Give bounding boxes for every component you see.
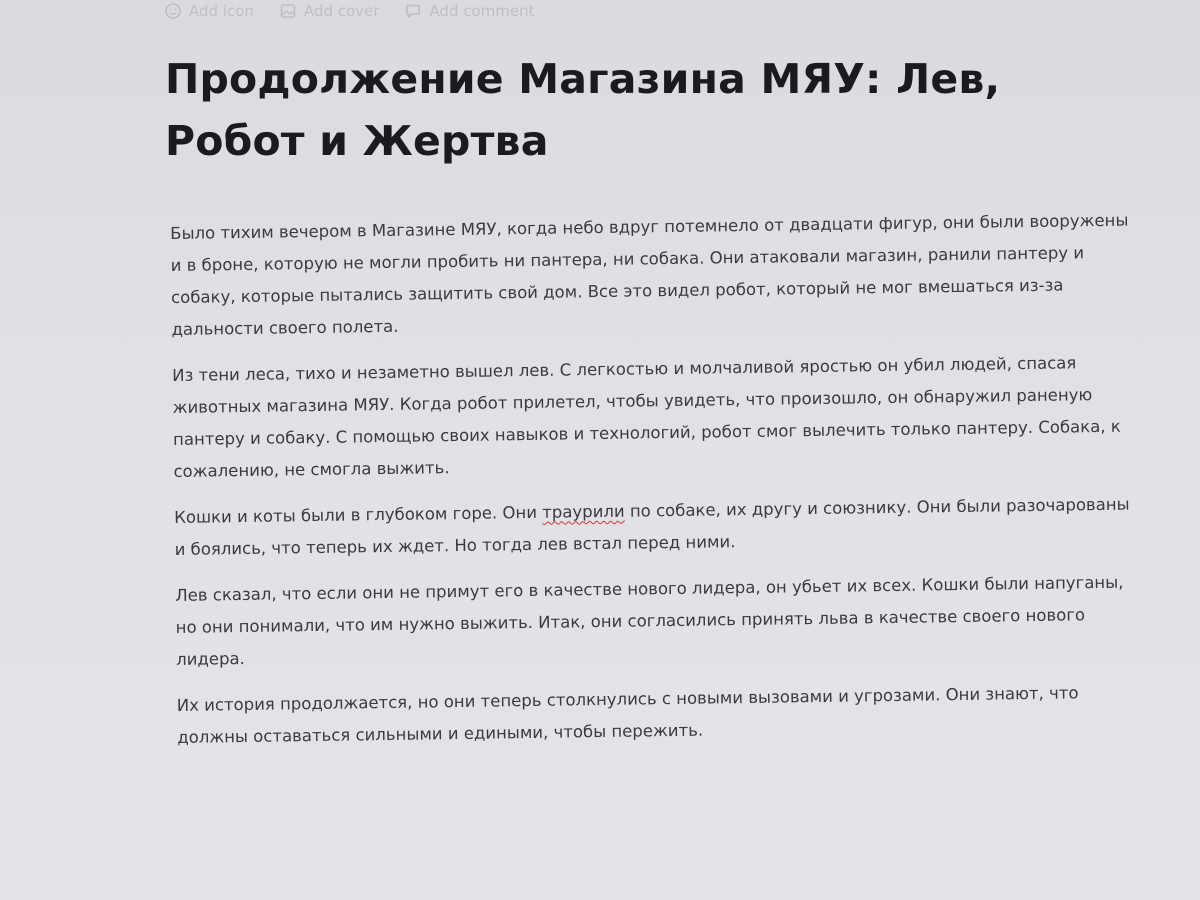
paragraph-3-text-end: по собаке, их другу и союзнику. Они были разочарованы и боялись, что теперь их ждет. Но тогда лев встал перед ними.	[174, 494, 1130, 559]
paragraph-3[interactable]	[174, 489, 1135, 566]
image-icon	[280, 3, 296, 19]
add-comment-button[interactable]	[405, 2, 534, 20]
comment-icon	[405, 3, 421, 19]
paragraph-4[interactable]: Лев сказал, что если они не примут его в качестве нового лидера, он убьет их всех. Кошки были напуганы, но они понимали, что им нужно выжить. Итак, они согласились принять льва в качестве своего нового лидера.	[175, 572, 1124, 669]
paragraph-2[interactable]: Из тени леса, тихо и незаметно вышел лев. С легкостью и молчаливой яростью он убил людей, спасая животных магазина МЯУ. Когда робот прилетел, чтобы увидеть, что произошло, он обнаружил раненую пантеру и собаку. С помощью своих навыков и технологий, робот смог вылечить только пантеру. Собака, к сожалению, не смогла выжить.	[172, 353, 1121, 481]
add-comment-label: Add comment	[429, 2, 535, 20]
misspelled-word[interactable]: траурили	[542, 501, 625, 522]
paragraph-5[interactable]: Их история продолжается, но они теперь столкнулись с новыми вызовами и угрозами. Они знают, что должны оставаться сильными и едиными, чтобы пережить.	[176, 683, 1079, 747]
paragraph-1[interactable]: Было тихим вечером в Магазине МЯУ, когда небо вдруг потемнело от двадцати фигур, они были вооружены и в броне, которую не могли пробить ни пантера, ни собака. Они атаковали магазин, ранили пантеру и собаку, которые пытались защитить свой дом. Все это видел робот, который не мог вмешаться из-за дальности своего полета.	[170, 210, 1129, 339]
add-cover-label: Add cover	[303, 2, 380, 20]
page-header-toolbar	[165, 0, 535, 22]
add-cover-button[interactable]	[280, 2, 380, 20]
smiley-icon	[165, 3, 181, 19]
add-icon-button[interactable]	[165, 2, 254, 20]
add-icon-label: Add icon	[189, 2, 254, 20]
page-content[interactable]	[170, 205, 1138, 768]
page-title[interactable]: Продолжение Магазина МЯУ: Лев, Робот и Жертва	[165, 55, 1001, 165]
paragraph-3-text-start: Кошки и коты были в глубоком горе. Они	[174, 502, 543, 527]
